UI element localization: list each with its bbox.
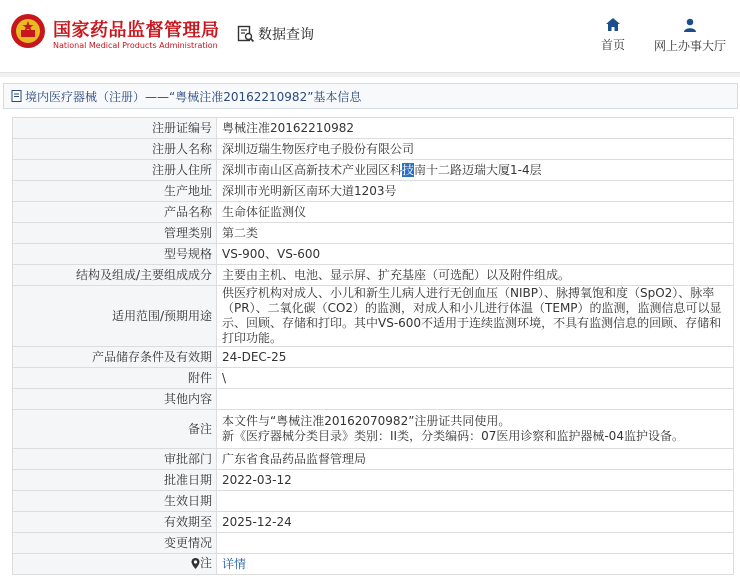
field-label: 产品储存条件及有效期 bbox=[13, 347, 217, 368]
field-label: 产品名称 bbox=[13, 202, 217, 223]
field-value bbox=[217, 554, 734, 575]
nav-online-hall[interactable] bbox=[654, 18, 726, 54]
field-value: 2025-12-24 bbox=[217, 512, 734, 533]
field-value: 主要由主机、电池、显示屏、扩充基座（可选配）以及附件组成。 bbox=[217, 265, 734, 286]
table-row bbox=[13, 491, 734, 512]
address-part: 南十二路迈瑞大厦1-4层 bbox=[414, 162, 542, 177]
document-search-icon bbox=[237, 25, 255, 43]
note-key-label: 注 bbox=[199, 555, 212, 570]
field-value bbox=[217, 160, 734, 181]
field-label: 批准日期 bbox=[13, 470, 217, 491]
field-label: 有效期至 bbox=[13, 512, 217, 533]
table-row bbox=[13, 554, 734, 575]
field-label: 管理类别 bbox=[13, 223, 217, 244]
text-selection-highlight: 技 bbox=[402, 162, 415, 177]
field-value: 深圳市光明新区南环大道1203号 bbox=[217, 181, 734, 202]
address-part: 深圳市南山区高新技术产业园区科 bbox=[222, 162, 403, 177]
brand-name-cn: 国家药品监督管理局 bbox=[53, 20, 220, 41]
field-value: 粤械注准20162210982 bbox=[217, 118, 734, 139]
table-row bbox=[13, 368, 734, 389]
field-value bbox=[217, 410, 734, 449]
field-value: \ bbox=[217, 368, 734, 389]
table-row bbox=[13, 449, 734, 470]
table-row bbox=[13, 410, 734, 449]
field-label: 结构及组成/主要组成成分 bbox=[13, 265, 217, 286]
field-value: 供医疗机构对成人、小儿和新生儿病人进行无创血压（NIBP）、脉搏氧饱和度（SpO2）、脉率（PR）、二氧化碳（CO2）的监测，对成人和小儿进行体温（TEMP）的监测，监测信息可以显示、回顾、存储和打印。其中VS-600不适用于连续监测环境，不具有监测信息的回顾、存储和打印功能。 bbox=[217, 286, 734, 347]
field-label: 生产地址 bbox=[13, 181, 217, 202]
field-value bbox=[217, 491, 734, 512]
data-query-label: 数据查询 bbox=[258, 27, 314, 43]
table-row bbox=[13, 244, 734, 265]
table-row bbox=[13, 286, 734, 347]
breadcrumb bbox=[3, 83, 738, 109]
field-value bbox=[217, 533, 734, 554]
field-value: 深圳迈瑞生物医疗电子股份有限公司 bbox=[217, 139, 734, 160]
field-label: 审批部门 bbox=[13, 449, 217, 470]
header-divider bbox=[0, 72, 740, 77]
field-label: 变更情况 bbox=[13, 533, 217, 554]
field-label: 附件 bbox=[13, 368, 217, 389]
field-value: 第二类 bbox=[217, 223, 734, 244]
field-label: 注册人名称 bbox=[13, 139, 217, 160]
location-pin-icon bbox=[191, 558, 200, 569]
table-row bbox=[13, 223, 734, 244]
table-row bbox=[13, 512, 734, 533]
remark-line: 本文件与“粤械注准20162070982”注册证共同使用。 bbox=[222, 414, 511, 428]
user-icon bbox=[683, 18, 697, 32]
site-header bbox=[0, 0, 740, 70]
data-query-link[interactable] bbox=[237, 24, 314, 44]
field-label: 注册证编号 bbox=[13, 118, 217, 139]
details-link[interactable]: 详情 bbox=[222, 556, 247, 571]
field-label bbox=[13, 554, 217, 575]
document-icon bbox=[11, 90, 22, 102]
field-value: 2022-03-12 bbox=[217, 470, 734, 491]
home-icon bbox=[606, 18, 620, 31]
nav-online-hall-label: 网上办事大厅 bbox=[654, 39, 727, 53]
nav-home[interactable] bbox=[601, 18, 625, 53]
table-row bbox=[13, 347, 734, 368]
field-value: 24-DEC-25 bbox=[217, 347, 734, 368]
table-row bbox=[13, 139, 734, 160]
table-row bbox=[13, 470, 734, 491]
field-label: 其他内容 bbox=[13, 389, 217, 410]
field-value: 生命体征监测仪 bbox=[217, 202, 734, 223]
field-label: 生效日期 bbox=[13, 491, 217, 512]
note-key bbox=[191, 556, 212, 571]
table-row bbox=[13, 265, 734, 286]
field-label: 注册人住所 bbox=[13, 160, 217, 181]
table-row bbox=[13, 202, 734, 223]
table-row bbox=[13, 160, 734, 181]
field-label: 适用范围/预期用途 bbox=[13, 286, 217, 347]
national-emblem-logo bbox=[10, 13, 46, 49]
device-info-table bbox=[12, 117, 734, 575]
nav-home-label: 首页 bbox=[601, 38, 626, 52]
table-row bbox=[13, 389, 734, 410]
field-label: 备注 bbox=[13, 410, 217, 449]
table-row bbox=[13, 533, 734, 554]
field-label: 型号规格 bbox=[13, 244, 217, 265]
brand-name-en: National Medical Products Administration bbox=[53, 41, 218, 50]
table-row bbox=[13, 181, 734, 202]
table-row bbox=[13, 118, 734, 139]
remark-line: 新《医疗器械分类目录》类别：II类，分类编码：07医用诊察和监护器械-04监护设备。 bbox=[222, 429, 684, 443]
field-value: VS-900、VS-600 bbox=[217, 244, 734, 265]
field-value bbox=[217, 389, 734, 410]
breadcrumb-text: 境内医疗器械（注册）——“粤械注准20162210982”基本信息 bbox=[25, 89, 362, 104]
field-value: 广东省食品药品监督管理局 bbox=[217, 449, 734, 470]
